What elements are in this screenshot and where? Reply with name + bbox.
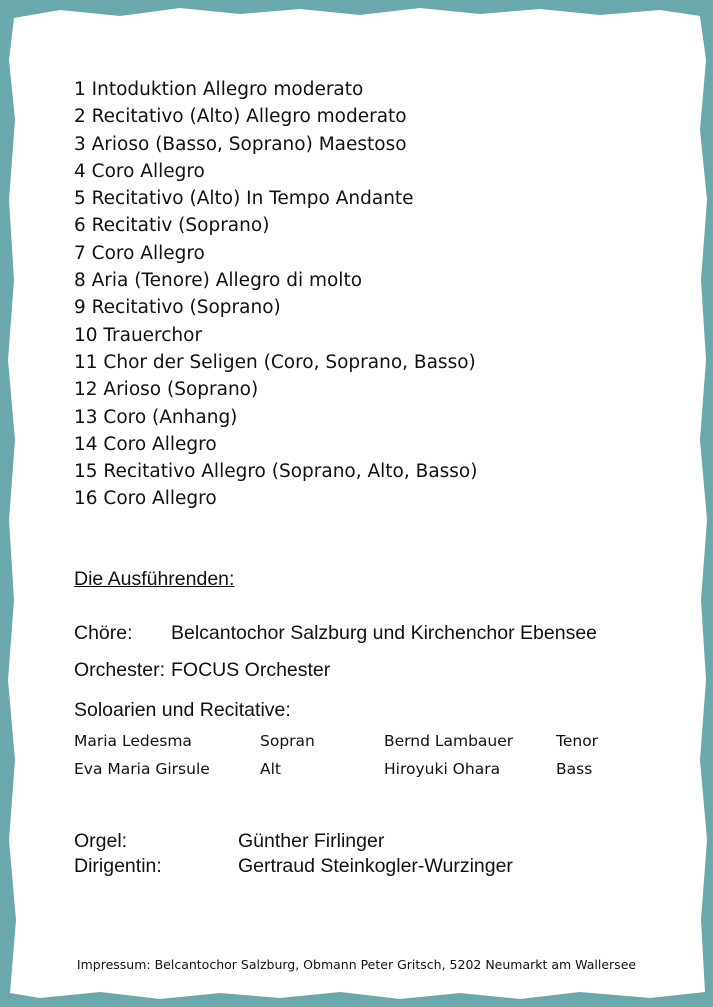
soloist-voice: Bass [556, 760, 593, 778]
choirs-value: Belcantochor Salzburg und Kirchenchor Ebensee [171, 622, 598, 644]
organ-value: Günther Firlinger [238, 830, 385, 852]
orchestra-row [74, 659, 330, 682]
movement-item: 9 Recitativo (Soprano) [74, 297, 281, 319]
movement-item: 3 Arioso (Basso, Soprano) Maestoso [74, 133, 407, 155]
performers-heading: Die Ausführenden: [74, 568, 235, 590]
orchestra-label: Orchester: [74, 659, 166, 681]
movement-item: 15 Recitativo Allegro (Soprano, Alto, Basso) [74, 461, 478, 483]
soloists-heading: Soloarien und Recitative: [74, 699, 291, 721]
organ-row [74, 829, 594, 854]
soloist-voice: Sopran [260, 732, 315, 750]
movement-item: 7 Coro Allegro [74, 242, 205, 264]
conductor-label: Dirigentin: [74, 855, 162, 877]
soloist-name: Maria Ledesma [74, 732, 192, 750]
orchestra-value: FOCUS Orchester [171, 659, 331, 681]
imprint: Impressum: Belcantochor Salzburg, Obmann Peter Gritsch, 5202 Neumarkt am Wallersee [76, 957, 637, 972]
choirs-row [74, 622, 597, 645]
movement-item: 8 Aria (Tenore) Allegro di molto [74, 270, 363, 292]
credits [74, 829, 594, 879]
soloist-row [74, 727, 634, 755]
soloist-voice: Tenor [556, 732, 599, 750]
movement-item: 4 Coro Allegro [74, 160, 205, 182]
movement-item: 14 Coro Allegro [74, 433, 217, 455]
movement-item: 11 Chor der Seligen (Coro, Soprano, Basso) [74, 351, 476, 373]
soloist-voice: Alt [260, 760, 281, 778]
movement-item: 6 Recitativ (Soprano) [74, 215, 270, 237]
conductor-value: Gertraud Steinkogler-Wurzinger [238, 855, 513, 877]
soloists-table [74, 727, 634, 783]
conductor-row [74, 854, 594, 879]
soloist-name: Bernd Lambauer [384, 732, 514, 750]
movement-item: 12 Arioso (Soprano) [74, 379, 259, 401]
soloist-row [74, 755, 634, 783]
soloist-name: Hiroyuki Ohara [384, 760, 501, 778]
movement-item: 10 Trauerchor [74, 324, 203, 346]
movement-list [74, 76, 477, 513]
movement-item: 2 Recitativo (Alto) Allegro moderato [74, 106, 407, 128]
movement-item: 16 Coro Allegro [74, 488, 217, 510]
movement-item: 1 Intoduktion Allegro moderato [74, 79, 364, 100]
movement-item: 13 Coro (Anhang) [74, 406, 238, 428]
choirs-label: Chöre: [74, 622, 133, 644]
soloist-name: Eva Maria Girsule [74, 760, 210, 778]
organ-label: Orgel: [74, 830, 128, 852]
movement-item: 5 Recitativo (Alto) In Tempo Andante [74, 188, 414, 210]
